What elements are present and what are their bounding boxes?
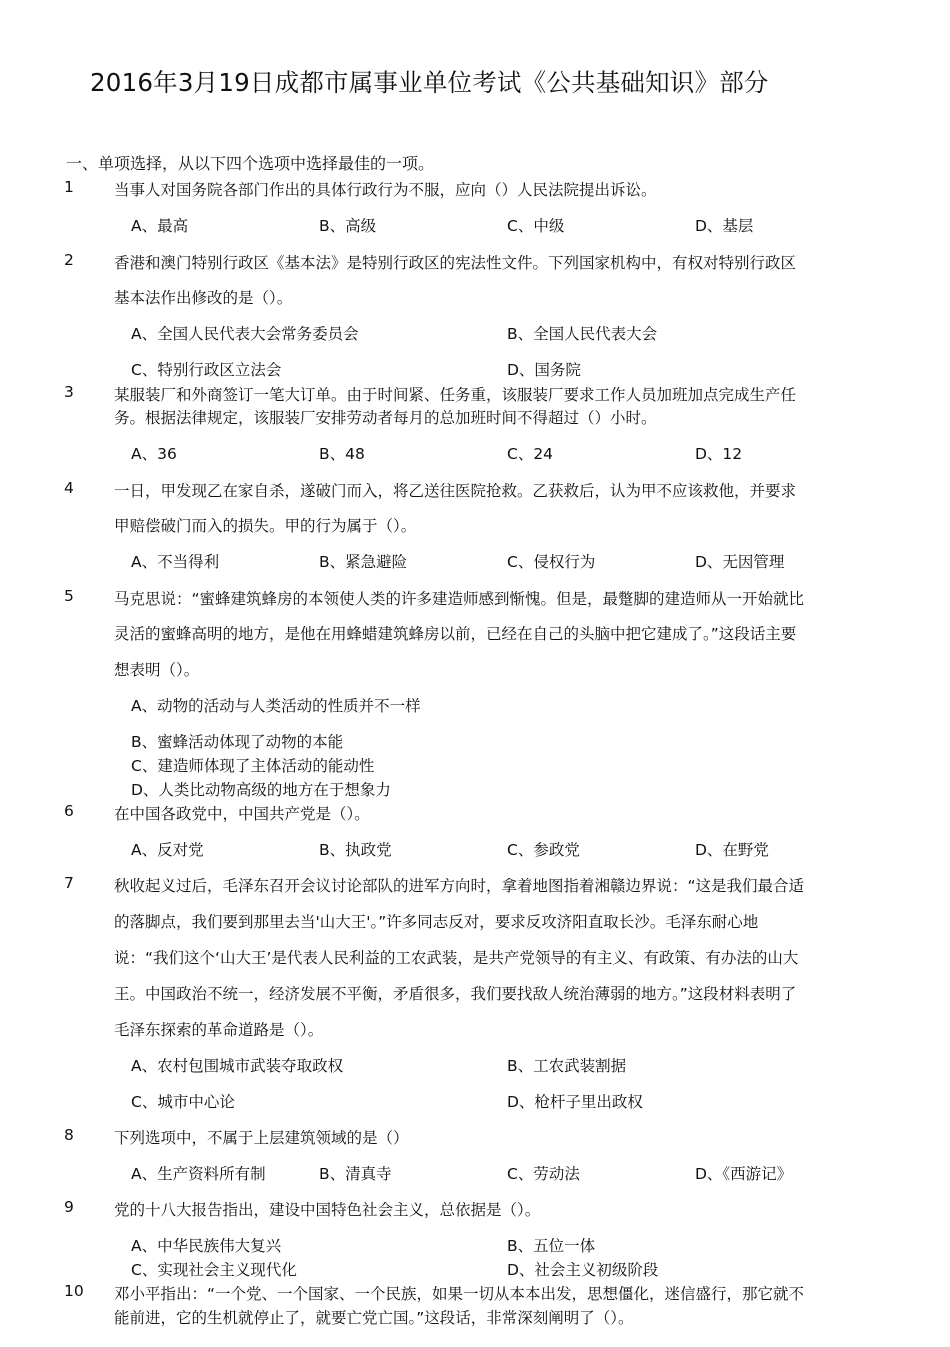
option: D、国务院 — [507, 361, 581, 379]
option: A、不当得利 — [131, 553, 220, 571]
question-number: 4 — [64, 479, 74, 497]
option: D、人类比动物高级的地方在于想象力 — [131, 781, 391, 799]
option: B、清真寺 — [319, 1165, 392, 1183]
option: A、农村包围城市武装夺取政权 — [131, 1057, 344, 1075]
page-title: 2016年3月19日成都市属事业单位考试《公共基础知识》部分 — [90, 68, 769, 97]
section-heading: 一、单项选择，从以下四个选项中选择最佳的一项。 — [66, 154, 435, 173]
question-text: 党的十八大报告指出，建设中国特色社会主义，总依据是（）。 — [114, 1201, 541, 1219]
question-number: 2 — [64, 251, 74, 269]
option: C、特别行政区立法会 — [131, 361, 282, 379]
question-text: 的落脚点，我们要到那里去当'山大王'。”许多同志反对，要求反攻济阳直取长沙。毛泽东耐心地 — [114, 913, 759, 931]
question-text: 甲赔偿破门而入的损失。甲的行为属于（）。 — [114, 517, 417, 535]
option: B、高级 — [319, 217, 377, 235]
question-number: 1 — [64, 178, 74, 196]
option: B、紧急避险 — [319, 553, 408, 571]
option: C、24 — [507, 445, 554, 463]
question-text: 当事人对国务院各部门作出的具体行政行为不服，应向（）人民法院提出诉讼。 — [114, 181, 657, 199]
question-text: 想表明（）。 — [114, 661, 200, 679]
question-text: 王。中国政治不统一，经济发展不平衡，矛盾很多，我们要找敌人统治薄弱的地方。”这段材料表明了 — [114, 985, 797, 1003]
question-text: 马克思说：“蜜蜂建筑蜂房的本领使人类的许多建造师感到惭愧。但是，最蹩脚的建造师从一开始就比 — [114, 590, 805, 608]
option: D、12 — [695, 445, 743, 463]
option: D、在野党 — [695, 841, 769, 859]
question-text: 香港和澳门特别行政区《基本法》是特别行政区的宪法性文件。下列国家机构中，有权对特别行政区 — [114, 254, 797, 272]
option: C、参政党 — [507, 841, 580, 859]
option: C、建造师体现了主体活动的能动性 — [131, 757, 375, 775]
question-text: 灵活的蜜蜂高明的地方，是他在用蜂蜡建筑蜂房以前，已经在自己的头脑中把它建成了。”这段话主要 — [114, 625, 797, 643]
option: C、实现社会主义现代化 — [131, 1261, 297, 1279]
question-text: 基本法作出修改的是（）。 — [114, 289, 293, 307]
option: A、动物的活动与人类活动的性质并不一样 — [131, 697, 421, 715]
option: B、执政党 — [319, 841, 392, 859]
question-text: 一日，甲发现乙在家自杀，遂破门而入，将乙送往医院抢救。乙获救后，认为甲不应该救他，并要求 — [114, 482, 797, 500]
option: D、无因管理 — [695, 553, 785, 571]
question-text: 某服装厂和外商签订一笔大订单。由于时间紧、任务重，该服装厂要求工作人员加班加点完成生产任 — [114, 386, 797, 404]
option: D、社会主义初级阶段 — [507, 1261, 659, 1279]
question-number: 8 — [64, 1126, 74, 1144]
question-text: 能前进，它的生机就停止了，就要亡党亡国。”这段话，非常深刻阐明了（）。 — [114, 1309, 634, 1327]
question-number: 3 — [64, 383, 74, 401]
question-text: 毛泽东探索的革命道路是（）。 — [114, 1021, 324, 1039]
question-text: 务。根据法律规定，该服装厂安排劳动者每月的总加班时间不得超过（）小时。 — [114, 409, 657, 427]
option: A、36 — [131, 445, 177, 463]
question-number: 5 — [64, 587, 74, 605]
question-number: 9 — [64, 1198, 74, 1216]
option: B、48 — [319, 445, 365, 463]
question-text: 邓小平指出：“一个党、一个国家、一个民族，如果一切从本本出发，思想僵化，迷信盛行，那它就不 — [114, 1285, 805, 1303]
option: D、基层 — [695, 217, 754, 235]
question-text: 说：“我们这个‘山大王’是代表人民利益的工农武装，是共产党领导的有主义、有政策、有办法的山大 — [114, 949, 799, 967]
option: A、最高 — [131, 217, 189, 235]
option: A、全国人民代表大会常务委员会 — [131, 325, 359, 343]
option: C、城市中心论 — [131, 1093, 235, 1111]
option: D、《西游记》 — [695, 1165, 793, 1183]
question-text: 在中国各政党中，中国共产党是（）。 — [114, 805, 370, 823]
option: A、反对党 — [131, 841, 204, 859]
option: A、生产资料所有制 — [131, 1165, 266, 1183]
question-number: 6 — [64, 802, 74, 820]
option: B、五位一体 — [507, 1237, 596, 1255]
option: C、侵权行为 — [507, 553, 596, 571]
option: B、工农武装割据 — [507, 1057, 627, 1075]
option: D、枪杆子里出政权 — [507, 1093, 643, 1111]
question-number: 10 — [64, 1282, 84, 1300]
option: C、劳动法 — [507, 1165, 580, 1183]
option: B、蜜蜂活动体现了动物的本能 — [131, 733, 344, 751]
question-text: 秋收起义过后，毛泽东召开会议讨论部队的进军方向时，拿着地图指着湘赣边界说：“这是我们最合适 — [114, 877, 805, 895]
option: A、中华民族伟大复兴 — [131, 1237, 282, 1255]
option: C、中级 — [507, 217, 565, 235]
question-text: 下列选项中，不属于上层建筑领域的是（） — [114, 1129, 409, 1147]
question-number: 7 — [64, 874, 74, 892]
option: B、全国人民代表大会 — [507, 325, 658, 343]
